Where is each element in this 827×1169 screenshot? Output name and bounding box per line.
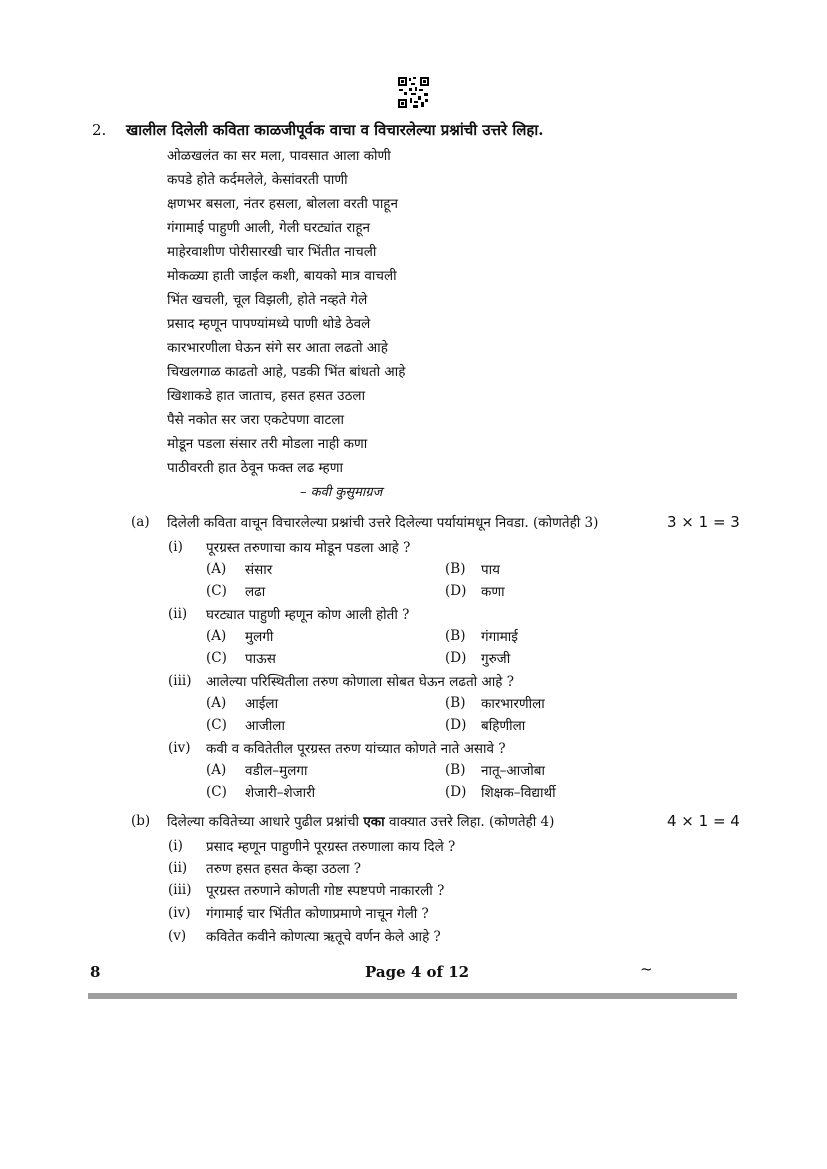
poem-line: ओळखलंत का सर मला, पावसात आला कोणी xyxy=(167,148,391,164)
option-key: (D) xyxy=(445,784,467,800)
section-b-instruction-bold: एका xyxy=(363,814,385,830)
section-a-instruction: दिलेली कविता वाचून विचारलेल्या प्रश्नांची उत्तरे दिलेल्या पर्यायांमधून निवडा. (कोणतेही 3) xyxy=(167,515,599,531)
option-key: (B) xyxy=(445,561,466,577)
option-key: (C) xyxy=(206,650,227,666)
question-item-text: प्रसाद म्हणून पाहुणीने पूरग्रस्त तरुणाला काय दिले ? xyxy=(206,839,456,855)
option-text: संसार xyxy=(245,562,273,578)
option-key: (C) xyxy=(206,784,227,800)
question-item-number: (iv) xyxy=(168,905,191,921)
option-text: कणा xyxy=(481,584,505,600)
option-key: (B) xyxy=(445,628,466,644)
question-item-text: कवी व कवितेतील पूरग्रस्त तरुण यांच्यात कोणते नाते असावे ? xyxy=(206,741,506,757)
poem-line: चिखलगाळ काढतो आहे, पडकी भिंत बांधतो आहे xyxy=(167,364,406,380)
option-text: गुरुजी xyxy=(481,651,511,667)
question-number: 2. xyxy=(92,121,107,139)
question-item-text: गंगामाई चार भिंतीत कोणाप्रमाणे नाचून गेली ? xyxy=(206,906,429,922)
footer-mark: ~ xyxy=(640,960,653,978)
section-a-marks: 3 × 1 = 3 xyxy=(667,513,740,531)
question-item-text: पूरग्रस्त तरुणाने कोणती गोष्ट स्पष्टपणे नाकारली ? xyxy=(206,883,445,899)
option-key: (C) xyxy=(206,717,227,733)
question-item-number: (i) xyxy=(168,838,183,854)
option-text: गंगामाई xyxy=(481,629,518,645)
question-item-number: (iii) xyxy=(168,882,192,898)
qr-code-icon xyxy=(397,76,430,109)
poem-line: मोडून पडला संसार तरी मोडला नाही कणा xyxy=(167,436,368,452)
poem-line: खिशाकडे हात जाताच, हसत हसत उठला xyxy=(167,388,366,404)
footer-divider xyxy=(88,993,737,999)
option-text: आईला xyxy=(245,696,279,712)
section-b-instruction xyxy=(167,812,554,830)
question-item-number: (ii) xyxy=(168,606,188,622)
poem-line: प्रसाद म्हणून पापण्यांमध्ये पाणी थोडे ठेवले xyxy=(167,316,371,332)
option-key: (A) xyxy=(206,628,227,644)
question-item-text: तरुण हसत हसत केव्हा उठला ? xyxy=(206,861,362,877)
option-key: (B) xyxy=(445,762,466,778)
question-item-text: घरट्यात पाहुणी म्हणून कोण आली होती ? xyxy=(206,607,410,623)
poem xyxy=(167,144,405,480)
option-key: (A) xyxy=(206,561,227,577)
option-key: (D) xyxy=(445,650,467,666)
option-text: पाय xyxy=(481,562,500,578)
option-text: बहिणीला xyxy=(481,718,526,734)
section-b-instruction-post: वाक्यात उत्तरे लिहा. (कोणतेही 4) xyxy=(384,814,555,830)
option-text: वडील–मुलगा xyxy=(245,763,308,779)
option-key: (D) xyxy=(445,583,467,599)
option-key: (A) xyxy=(206,695,227,711)
poem-line: मोकळ्या हाती जाईल कशी, बायको मात्र वाचली xyxy=(167,268,397,284)
option-key: (D) xyxy=(445,717,467,733)
poem-line: भिंत खचली, चूल विझली, होते नव्हते गेले xyxy=(167,292,368,308)
poem-line: माहेरवाशीण पोरीसारखी चार भिंतीत नाचली xyxy=(167,244,377,260)
option-key: (C) xyxy=(206,583,227,599)
page-number: Page 4 of 12 xyxy=(365,963,470,981)
option-text: कारभारणीला xyxy=(481,696,545,712)
question-item-text: पूरग्रस्त तरुणाचा काय मोडून पडला आहे ? xyxy=(206,540,411,556)
option-text: शेजारी–शेजारी xyxy=(245,785,316,801)
question-heading: खालील दिलेली कविता काळजीपूर्वक वाचा व विचारलेल्या प्रश्नांची उत्तरे लिहा. xyxy=(126,121,544,139)
poem-line: क्षणभर बसला, नंतर हसला, बोलला वरती पाहून xyxy=(167,196,398,212)
poem-line: पाठीवरती हात ठेवून फक्त लढ म्हणा xyxy=(167,460,343,476)
section-b-marks: 4 × 1 = 4 xyxy=(667,812,740,830)
question-item-number: (iv) xyxy=(168,740,191,756)
poem-line: पैसे नकोत सर जरा एकटेपणा वाटला xyxy=(167,412,345,428)
question-item-number: (i) xyxy=(168,539,183,555)
footer-code: 8 xyxy=(90,963,101,981)
option-text: लढा xyxy=(245,584,266,600)
question-item-number: (v) xyxy=(168,928,187,944)
question-item-number: (iii) xyxy=(168,673,192,689)
poem-line: कारभारणीला घेऊन संगे सर आता लढतो आहे xyxy=(167,340,388,356)
section-b-letter: (b) xyxy=(131,813,151,829)
section-b-instruction-pre: दिलेल्या कवितेच्या आधारे पुढील प्रश्नांची xyxy=(167,814,364,830)
question-item-text: कवितेत कवीने कोणत्या ऋतूचे वर्णन केले आहे ? xyxy=(206,929,441,945)
option-text: शिक्षक–विद्यार्थी xyxy=(481,785,556,801)
option-text: आजीला xyxy=(245,718,285,734)
option-key: (A) xyxy=(206,762,227,778)
option-text: नातू–आजोबा xyxy=(481,763,545,779)
question-item-text: आलेल्या परिस्थितीला तरुण कोणाला सोबत घेऊन लढतो आहे ? xyxy=(206,674,514,690)
poem-line: कपडे होते कर्दमलेले, केसांवरती पाणी xyxy=(167,172,348,188)
option-key: (B) xyxy=(445,695,466,711)
option-text: पाऊस xyxy=(245,651,276,667)
question-item-number: (ii) xyxy=(168,860,188,876)
option-text: मुलगी xyxy=(245,629,274,645)
section-a-letter: (a) xyxy=(131,514,150,530)
poem-line: गंगामाई पाहुणी आली, गेली घरट्यांत राहून xyxy=(167,220,371,236)
poem-author: – कवी कुसुमाग्रज xyxy=(300,485,383,500)
